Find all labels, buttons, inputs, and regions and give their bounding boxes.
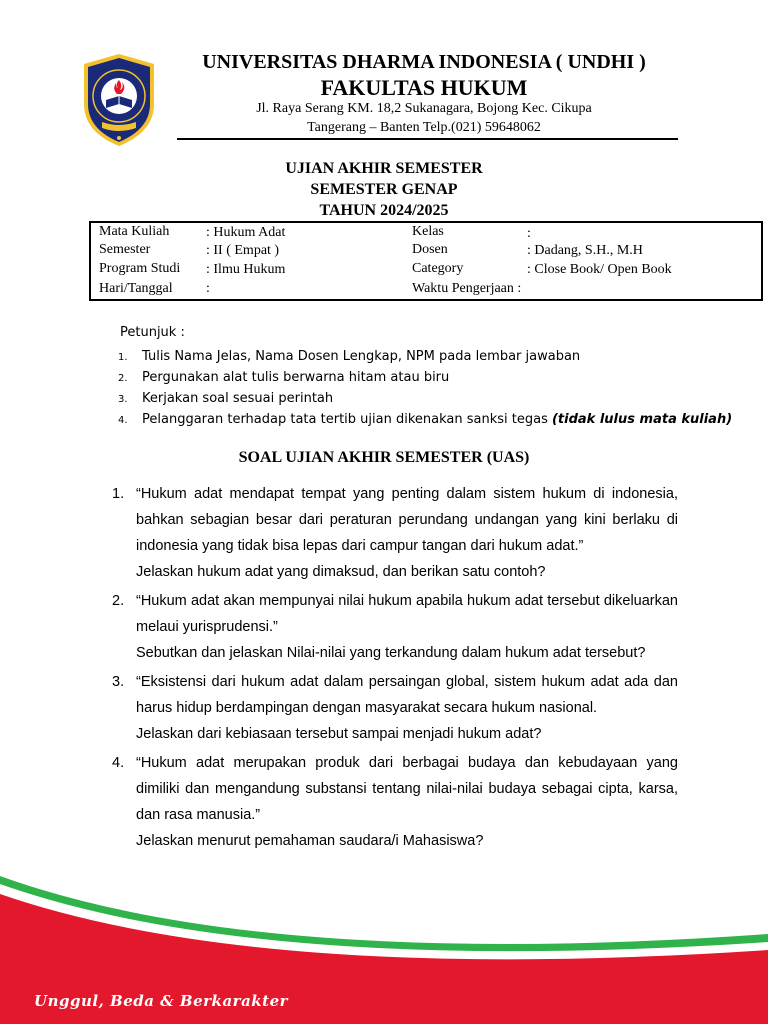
info-label: Hari/Tanggal: [99, 281, 173, 296]
info-label: Program Studi: [99, 261, 181, 276]
info-label: Semester: [99, 242, 151, 257]
exam-info-box: [89, 221, 763, 301]
exam-title: UJIAN AKHIR SEMESTER: [285, 160, 483, 177]
info-label: Kelas: [412, 224, 444, 239]
questions-title: SOAL UJIAN AKHIR SEMESTER (UAS): [238, 449, 530, 466]
question-number: 3.: [112, 674, 125, 690]
info-value: : Ilmu Hukum: [206, 262, 286, 277]
university-seal-icon: [80, 52, 158, 148]
instruction-item: 2. Pergunakan alat tulis berwarna hitam atau biru: [118, 370, 450, 385]
info-value: : Dadang, S.H., M.H: [527, 243, 643, 258]
exam-semester: SEMESTER GENAP: [310, 181, 458, 198]
info-value: :: [206, 281, 210, 296]
info-value: :: [527, 226, 531, 241]
info-label: Category: [412, 261, 464, 276]
question-item: [112, 750, 678, 854]
question-item: [112, 669, 678, 747]
question-number: 2.: [112, 593, 125, 609]
instruction-item: 1. Tulis Nama Jelas, Nama Dosen Lengkap, NPM pada lembar jawaban: [118, 349, 581, 364]
address-line-2: Tangerang – Banten Telp.(021) 59648062: [307, 120, 541, 135]
info-value: : Hukum Adat: [206, 225, 286, 240]
exam-year: TAHUN 2024/2025: [319, 202, 449, 219]
info-label: Mata Kuliah: [99, 224, 170, 239]
university-name: UNIVERSITAS DHARMA INDONESIA ( UNDHI ): [202, 51, 646, 73]
question-text: “Eksistensi dari hukum adat dalam persaingan global, sistem hukum adat ada dan harus hidup berdampingan dengan masyarakat secara hukum nasional.: [136, 674, 678, 716]
instruction-item: 4. Pelanggaran terhadap tata tertib ujian dikenakan sanksi tegas (tidak lulus mata kuliah): [118, 412, 733, 427]
question-instruction: Jelaskan dari kebiasaan tersebut sampai menjadi hukum adat?: [136, 726, 542, 742]
question-number: 1.: [112, 486, 125, 502]
address-line-1: Jl. Raya Serang KM. 18,2 Sukanagara, Bojong Kec. Cikupa: [256, 101, 592, 116]
faculty-name: FAKULTAS HUKUM: [320, 75, 528, 100]
question-number: 4.: [112, 755, 125, 771]
question-text: “Hukum adat mendapat tempat yang penting dalam sistem hukum di indonesia, bahkan sebagian besar dari peraturan perundang undangan yang kini berlaku di indonesia yang tidak bisa lepas dari campur tangan dari hukum adat.”: [136, 486, 678, 554]
question-instruction: Jelaskan hukum adat yang dimaksud, dan berikan satu contoh?: [136, 564, 546, 580]
footer-slogan: Unggul, Beda & Berkarakter: [34, 992, 289, 1010]
question-text: “Hukum adat akan mempunyai nilai hukum apabila hukum adat tersebut dikeluarkan melaui yurisprudensi.”: [136, 593, 678, 635]
instruction-item: 3. Kerjakan soal sesuai perintah: [118, 391, 334, 406]
question-text: “Hukum adat merupakan produk dari berbagai budaya dan kebudayaan yang dimiliki dan mengandung substansi tentang nilai-nilai budaya sebagai cipta, karsa, dan rasa manusia.”: [136, 755, 678, 823]
info-label: Waktu Pengerjaan :: [412, 281, 522, 296]
header-divider: [177, 138, 678, 140]
question-item: [112, 481, 678, 585]
info-label: Dosen: [412, 242, 448, 257]
question-instruction: Jelaskan menurut pemahaman saudara/i Mahasiswa?: [136, 833, 484, 849]
info-value: : II ( Empat ): [206, 243, 280, 258]
question-item: [112, 588, 678, 666]
instructions-title: Petunjuk :: [120, 325, 185, 340]
info-value: : Close Book/ Open Book: [527, 262, 672, 277]
instruction-emphasis: (tidak lulus mata kuliah): [551, 412, 733, 427]
question-instruction: Sebutkan dan jelaskan Nilai-nilai yang terkandung dalam hukum adat tersebut?: [136, 645, 646, 661]
